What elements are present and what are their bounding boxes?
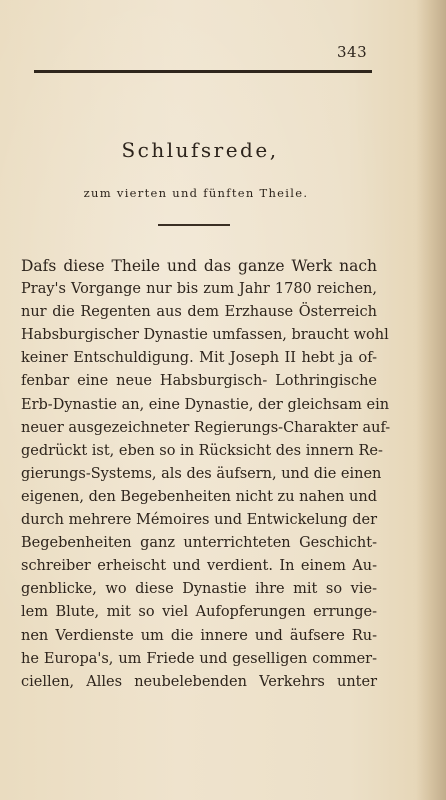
text-line: nen Verdienste um die innere und äufsere Ru- (21, 627, 377, 644)
section-title: Schlufsrede, (121, 138, 279, 162)
text-line: gierungs-Systems, als des äufsern, und die einen (21, 465, 382, 482)
header-rule (34, 70, 372, 73)
text-line: he Europa's, um Friede und geselligen commer- (21, 650, 377, 667)
text-line: neuer ausgezeichneter Regierungs-Charakter auf- (21, 419, 391, 436)
text-line: ciellen, Alles neubelebenden Verkehrs unter (21, 673, 377, 690)
section-subtitle: zum vierten und fünften Theile. (83, 186, 309, 200)
title-divider (158, 224, 230, 226)
page-edge-shadow (416, 0, 446, 800)
text-line: genblicke, wo diese Dynastie ihre mit so vie- (21, 581, 377, 598)
text-line: fenbar eine neue Habsburgisch- Lothringische (21, 373, 377, 390)
text-line: Pray's Vorgange nur bis zum Jahr 1780 reichen, (21, 281, 377, 298)
text-line: eigenen, den Begebenheiten nicht zu nahen und (21, 488, 377, 505)
text-line: nur die Regenten aus dem Erzhause Österreich (21, 304, 377, 321)
text-line: Erb-Dynastie an, eine Dynastie, der gleichsam ein (21, 396, 390, 413)
text-line: Habsburgischer Dynastie umfassen, braucht wohl (21, 327, 389, 344)
text-line: Begebenheiten ganz unterrichteten Geschicht- (21, 535, 377, 552)
text-line: lem Blute, mit so viel Aufopferungen errunge- (21, 604, 377, 621)
text-line: keiner Entschuldigung. Mit Joseph II hebt ja of- (21, 350, 377, 367)
text-line: durch mehrere Mémoires und Entwickelung der (21, 512, 377, 529)
page-number: 343 (337, 43, 368, 61)
body-text (21, 255, 391, 694)
text-line: Dafs diese Theile und das ganze Werk nach (21, 257, 377, 275)
text-line: gedrückt ist, eben so in Rücksicht des innern Re- (21, 442, 383, 459)
text-line: schreiber erheischt und verdient. In einem Au- (21, 558, 377, 575)
